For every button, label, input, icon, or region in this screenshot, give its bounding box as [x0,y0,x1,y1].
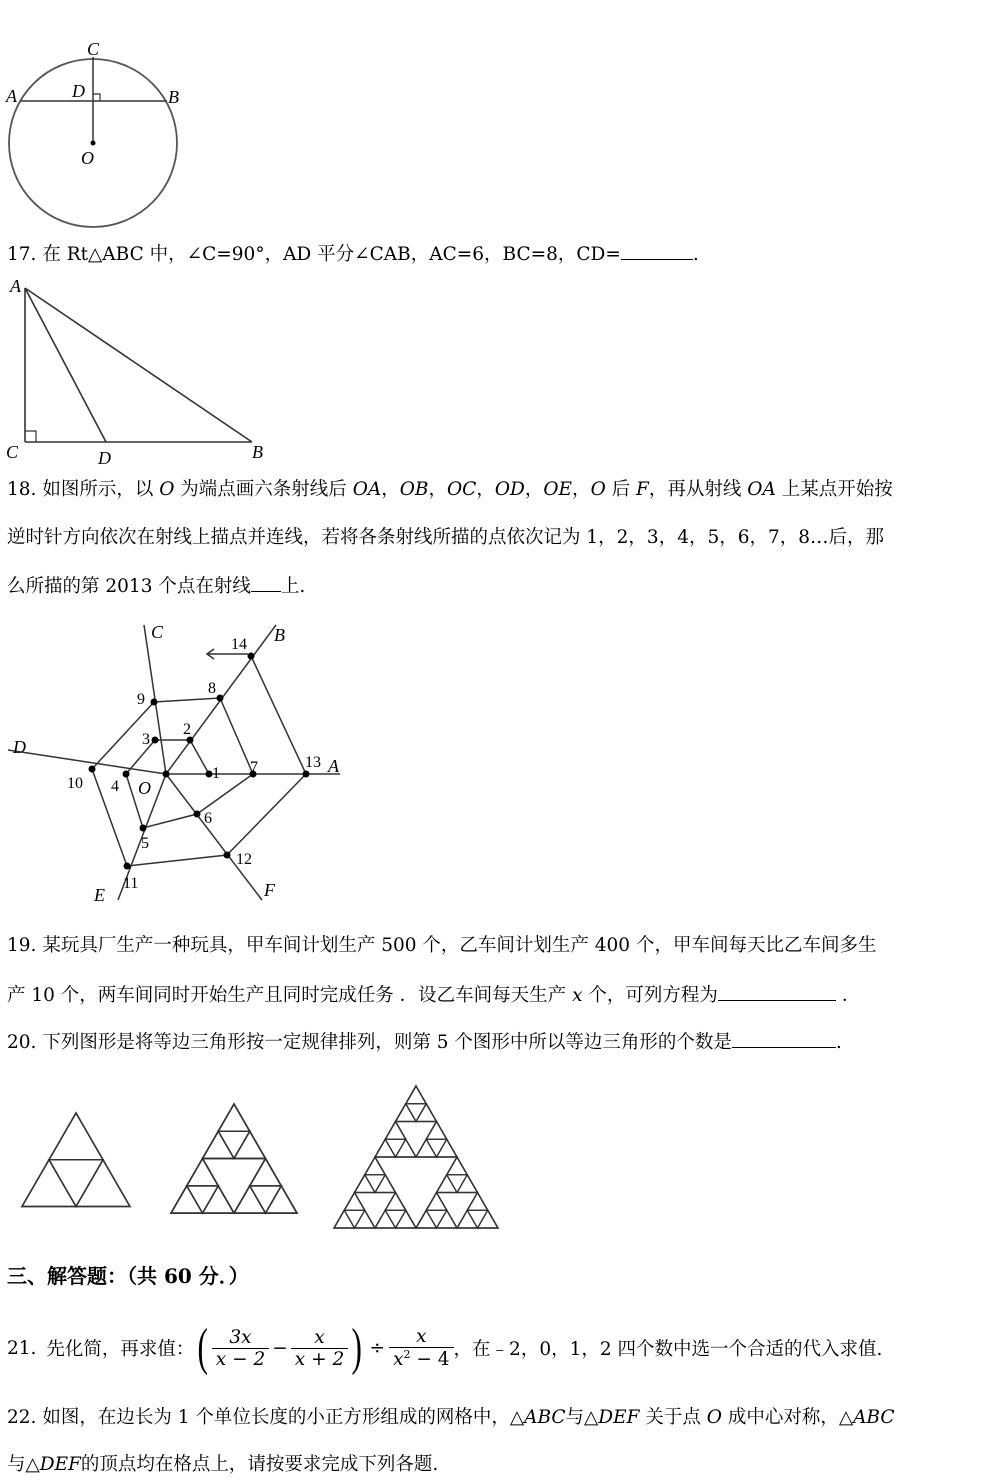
q18-oa: OA [352,479,382,500]
q21-divide: ÷ [369,1337,386,1359]
ray-label-b: B [274,625,285,645]
ray-label-c: C [151,622,164,642]
q22-text-c: 关于点 [645,1407,701,1428]
question-18-line-1: 18. 如图所示，以 O 为端点画六条射线后 OA，OB，OC，OD，OE，O 后 F，再从射线 OA 上某点开始按 [7,479,893,500]
q22-text-a: 如图，在边长为 1 个单位长度的小正方形组成的网格中，△ [42,1407,525,1428]
point-label-14: 14 [231,636,247,653]
triangle-figure [0,270,280,470]
point-label-4: 4 [111,778,119,795]
q18-text-e: 上某点开始按 [781,479,893,500]
label-b: B [168,87,179,107]
q19-answer-blank[interactable] [718,982,836,1001]
q22-text-line2b: 的顶点均在格点上，请按要求完成下列各题. [80,1454,439,1475]
q18-text-d: ，再从射线 [648,479,742,500]
q18-oa2: OA [747,479,776,500]
q22-text-d: 成中心对称，△ [727,1407,854,1428]
q19-number: 19. [7,935,37,956]
ray-label-f: F [264,880,275,900]
q20-tail: . [835,1032,842,1053]
q22-text-line2a: 与△ [7,1454,40,1475]
label-a: A [6,86,17,106]
label-o: O [81,148,94,168]
ray-label-d: D [13,737,26,757]
q18-f: F [636,479,649,500]
point-label-2: 2 [183,721,191,738]
question-17 [7,241,699,267]
question-18-line-3 [7,573,305,599]
ray-label-a: A [328,756,339,776]
q22-abc: ABC [524,1407,566,1428]
q21-minus: − [272,1337,288,1359]
question-19-line-1 [7,934,876,958]
q17-answer-blank[interactable] [621,241,693,260]
q18-o: O [159,479,175,500]
left-paren: ( [197,1319,209,1376]
q20-text: 下列图形是将等边三角形按一定规律排列，则第 5 个图形中所以等边三角形的个数是 [42,1032,732,1053]
label-c: C [87,39,100,59]
point-label-5: 5 [141,835,149,852]
ray-label-e: E [94,885,105,905]
question-19-line-2 [7,982,860,1008]
q17-tail: . [692,244,699,265]
q18-oc: OC [447,479,477,500]
question-22-line-1 [7,1406,895,1430]
q18-od: OD [494,479,525,500]
circle-figure [0,0,200,240]
sierpinski-2 [171,1104,297,1213]
question-20 [7,1029,842,1055]
q21-tail: ，在﹣2，0，1，2 四个数中选一个合适的代入求值. [453,1339,883,1360]
sierpinski-1 [22,1113,130,1207]
point-label-3: 3 [142,731,150,748]
q18-answer-blank[interactable] [251,573,281,592]
tri-label-c: C [6,442,19,462]
q18-oe: OE [543,479,573,500]
q18-text-b: 为端点画六条射线后 [180,479,347,500]
ray-label-o: O [138,778,151,798]
q18-text-a: 如图所示，以 [42,479,154,500]
right-angle-mark [93,94,100,101]
point-label-11: 11 [123,875,139,892]
q18-text-line3a: 么所描的第 2013 个点在射线 [7,576,251,597]
label-d: D [72,81,85,101]
q22-o: O [706,1407,722,1428]
q18-text-c: 后 [611,479,631,500]
point-label-10: 10 [67,775,83,792]
q21-fraction-3: $\frac{x}{x^2 - 4}$ [389,1326,453,1370]
question-21 [7,1316,882,1380]
point-label-1: 1 [212,765,220,782]
q21-number: 21. [7,1337,37,1359]
point-label-8: 8 [208,680,216,697]
point-o [91,141,96,146]
point-label-6: 6 [204,810,212,827]
q18-text-line2: 逆时针方向依次在射线上描点并连线，若将各条射线所描的点依次记为 1，2，3，4，5，6，7，8…后，那 [7,527,885,548]
q18-ob: OB [399,479,429,500]
q17-number: 17. [7,244,37,265]
q19-text-a: 产 10 个，两车间同时开始生产且同时完成任务 ．设乙车间每天生产 [7,985,567,1006]
rays-figure [0,610,360,910]
q22-def2: DEF [39,1454,81,1475]
section-3-title: 三、解答题：（共 60 分．） [7,1264,249,1288]
q21-fraction-1: 3x x − 2 [212,1327,269,1370]
sierpinski-3 [334,1086,498,1228]
tri-label-b: B [252,442,263,462]
q19-tail: ． [841,985,861,1006]
question-18-line-2 [7,526,884,550]
right-paren: ) [351,1319,363,1376]
tri-label-d: D [98,448,111,468]
q22-def: DEF [598,1407,640,1428]
question-22-line-2 [7,1453,438,1477]
q22-text-b: 与△ [565,1407,599,1428]
tri-label-a: A [10,276,21,296]
sierpinski-figures [0,1080,520,1240]
q18-text-line3b: 上. [280,576,306,597]
q19-text-b: 个，可列方程为 [588,985,718,1006]
point-label-12: 12 [236,851,252,868]
point-label-13: 13 [305,754,321,771]
point-label-7: 7 [250,759,258,776]
point-label-9: 9 [137,691,145,708]
q21-lead: 先化简，再求值： [46,1339,195,1360]
q21-fraction-2: $\frac{x}{x + 2}$ [291,1327,348,1370]
q22-number: 22. [7,1407,37,1428]
q17-text: 在 Rt△ABC 中，∠C=90°，AD 平分∠CAB，AC=6，BC=8，CD= [42,244,621,265]
q19-text-line1: 某玩具厂生产一种玩具，甲车间计划生产 500 个，乙车间计划生产 400 个，甲车间每天比乙车间多生 [42,935,877,956]
q20-number: 20. [7,1032,37,1053]
q20-answer-blank[interactable] [732,1029,836,1048]
q22-abc2: ABC [853,1407,895,1428]
q18-o2: O [590,479,606,500]
q18-number: 18. [7,479,37,500]
q19-x: x [572,985,583,1006]
